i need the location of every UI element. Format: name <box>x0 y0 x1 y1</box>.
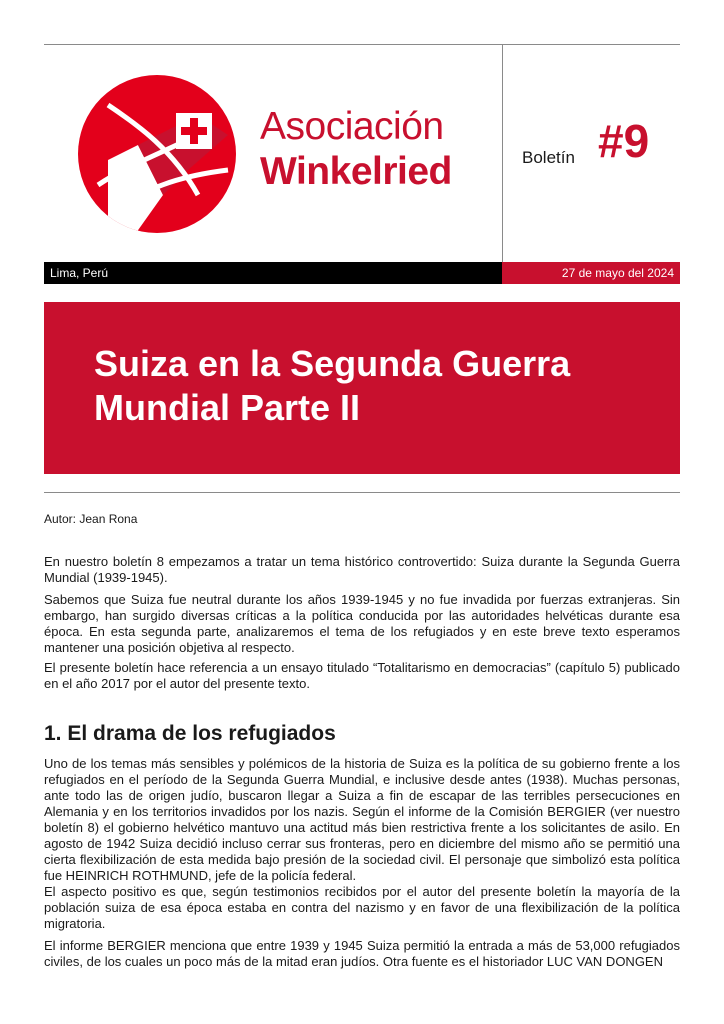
location-bar <box>44 262 502 284</box>
author-line: Autor: Jean Rona <box>44 512 138 526</box>
org-name-line1: Asociación <box>260 105 444 148</box>
section-paragraph-2: El aspecto positivo es que, según testimonios recibidos por el autor del presente boletín la mayoría de la población suiza de esa época estaba en contra del nazismo y en favor de una flexibilización de la política migratoria. <box>44 884 680 931</box>
bulletin-label: Boletín <box>522 148 575 167</box>
bulletin-number: #9 <box>598 115 650 167</box>
date-bar <box>502 262 680 284</box>
section-paragraph-1: Uno de los temas más sensibles y polémicos de la historia de Suiza es la política de su gobierno frente a los refugiados en el período de la Segunda Guerra Mundial, e inclusive desde antes (1938). Muchas personas, ante todo las de origen judío, buscaron llegar a Suiza a fin de escapar de las terribles persecuciones en Alemania y en los territorios invadidos por los nazis. Según el informe de la Comisión BERGIER (ver nuestro boletín 8) el gobierno helvético mantuvo una actitud más bien restrictiva frente a los solicitantes de asilo. En agosto de 1942 Suiza decidió incluso cerrar sus fronteras, pero en diciembre del mismo año se permitió una cierta flexibilización de esta medida bajo presión de la sociedad civil. El personaje que simbolizó esta política fue HEINRICH ROTHMUND, jefe de la policía federal. <box>44 756 680 883</box>
logo-icon <box>78 75 236 233</box>
intro-paragraph-3: El presente boletín hace referencia a un ensayo titulado “Totalitarismo en democracias” (capítulo 5) publicado en el año 2017 por el autor del presente texto. <box>44 660 680 691</box>
top-rule <box>44 44 680 45</box>
intro-paragraph-2: Sabemos que Suiza fue neutral durante los años 1939-1945 y no fue invadida por fuerzas extranjeras. Sin embargo, han surgido diversas críticas a la política conducida por las autoridades helvéticas durante esa época. En esta segunda parte, analizaremos el tema de los refugiados y en este breve texto esperamos mantener una posición objetiva al respecto. <box>44 592 680 655</box>
section-heading: 1. El drama de los refugiados <box>44 722 336 745</box>
title-banner <box>44 302 680 474</box>
page-title: Suiza en la Segunda Guerra Mundial Parte II <box>94 343 571 428</box>
header-divider <box>502 44 503 284</box>
title-rule <box>44 492 680 493</box>
intro-paragraph-1: En nuestro boletín 8 empezamos a tratar un tema histórico controvertido: Suiza durante la Segunda Guerra Mundial (1939-1945). <box>44 554 680 585</box>
section-paragraph-3: El informe BERGIER menciona que entre 1939 y 1945 Suiza permitió la entrada a más de 53,000 refugiados civiles, de los cuales un poco más de la mitad eran judíos. Otra fuente es el historiador LUC VAN DONGEN <box>44 938 680 969</box>
location-text: Lima, Perú <box>50 266 109 280</box>
date-text: 27 de mayo del 2024 <box>561 266 674 280</box>
org-name-line2: Winkelried <box>260 150 452 193</box>
